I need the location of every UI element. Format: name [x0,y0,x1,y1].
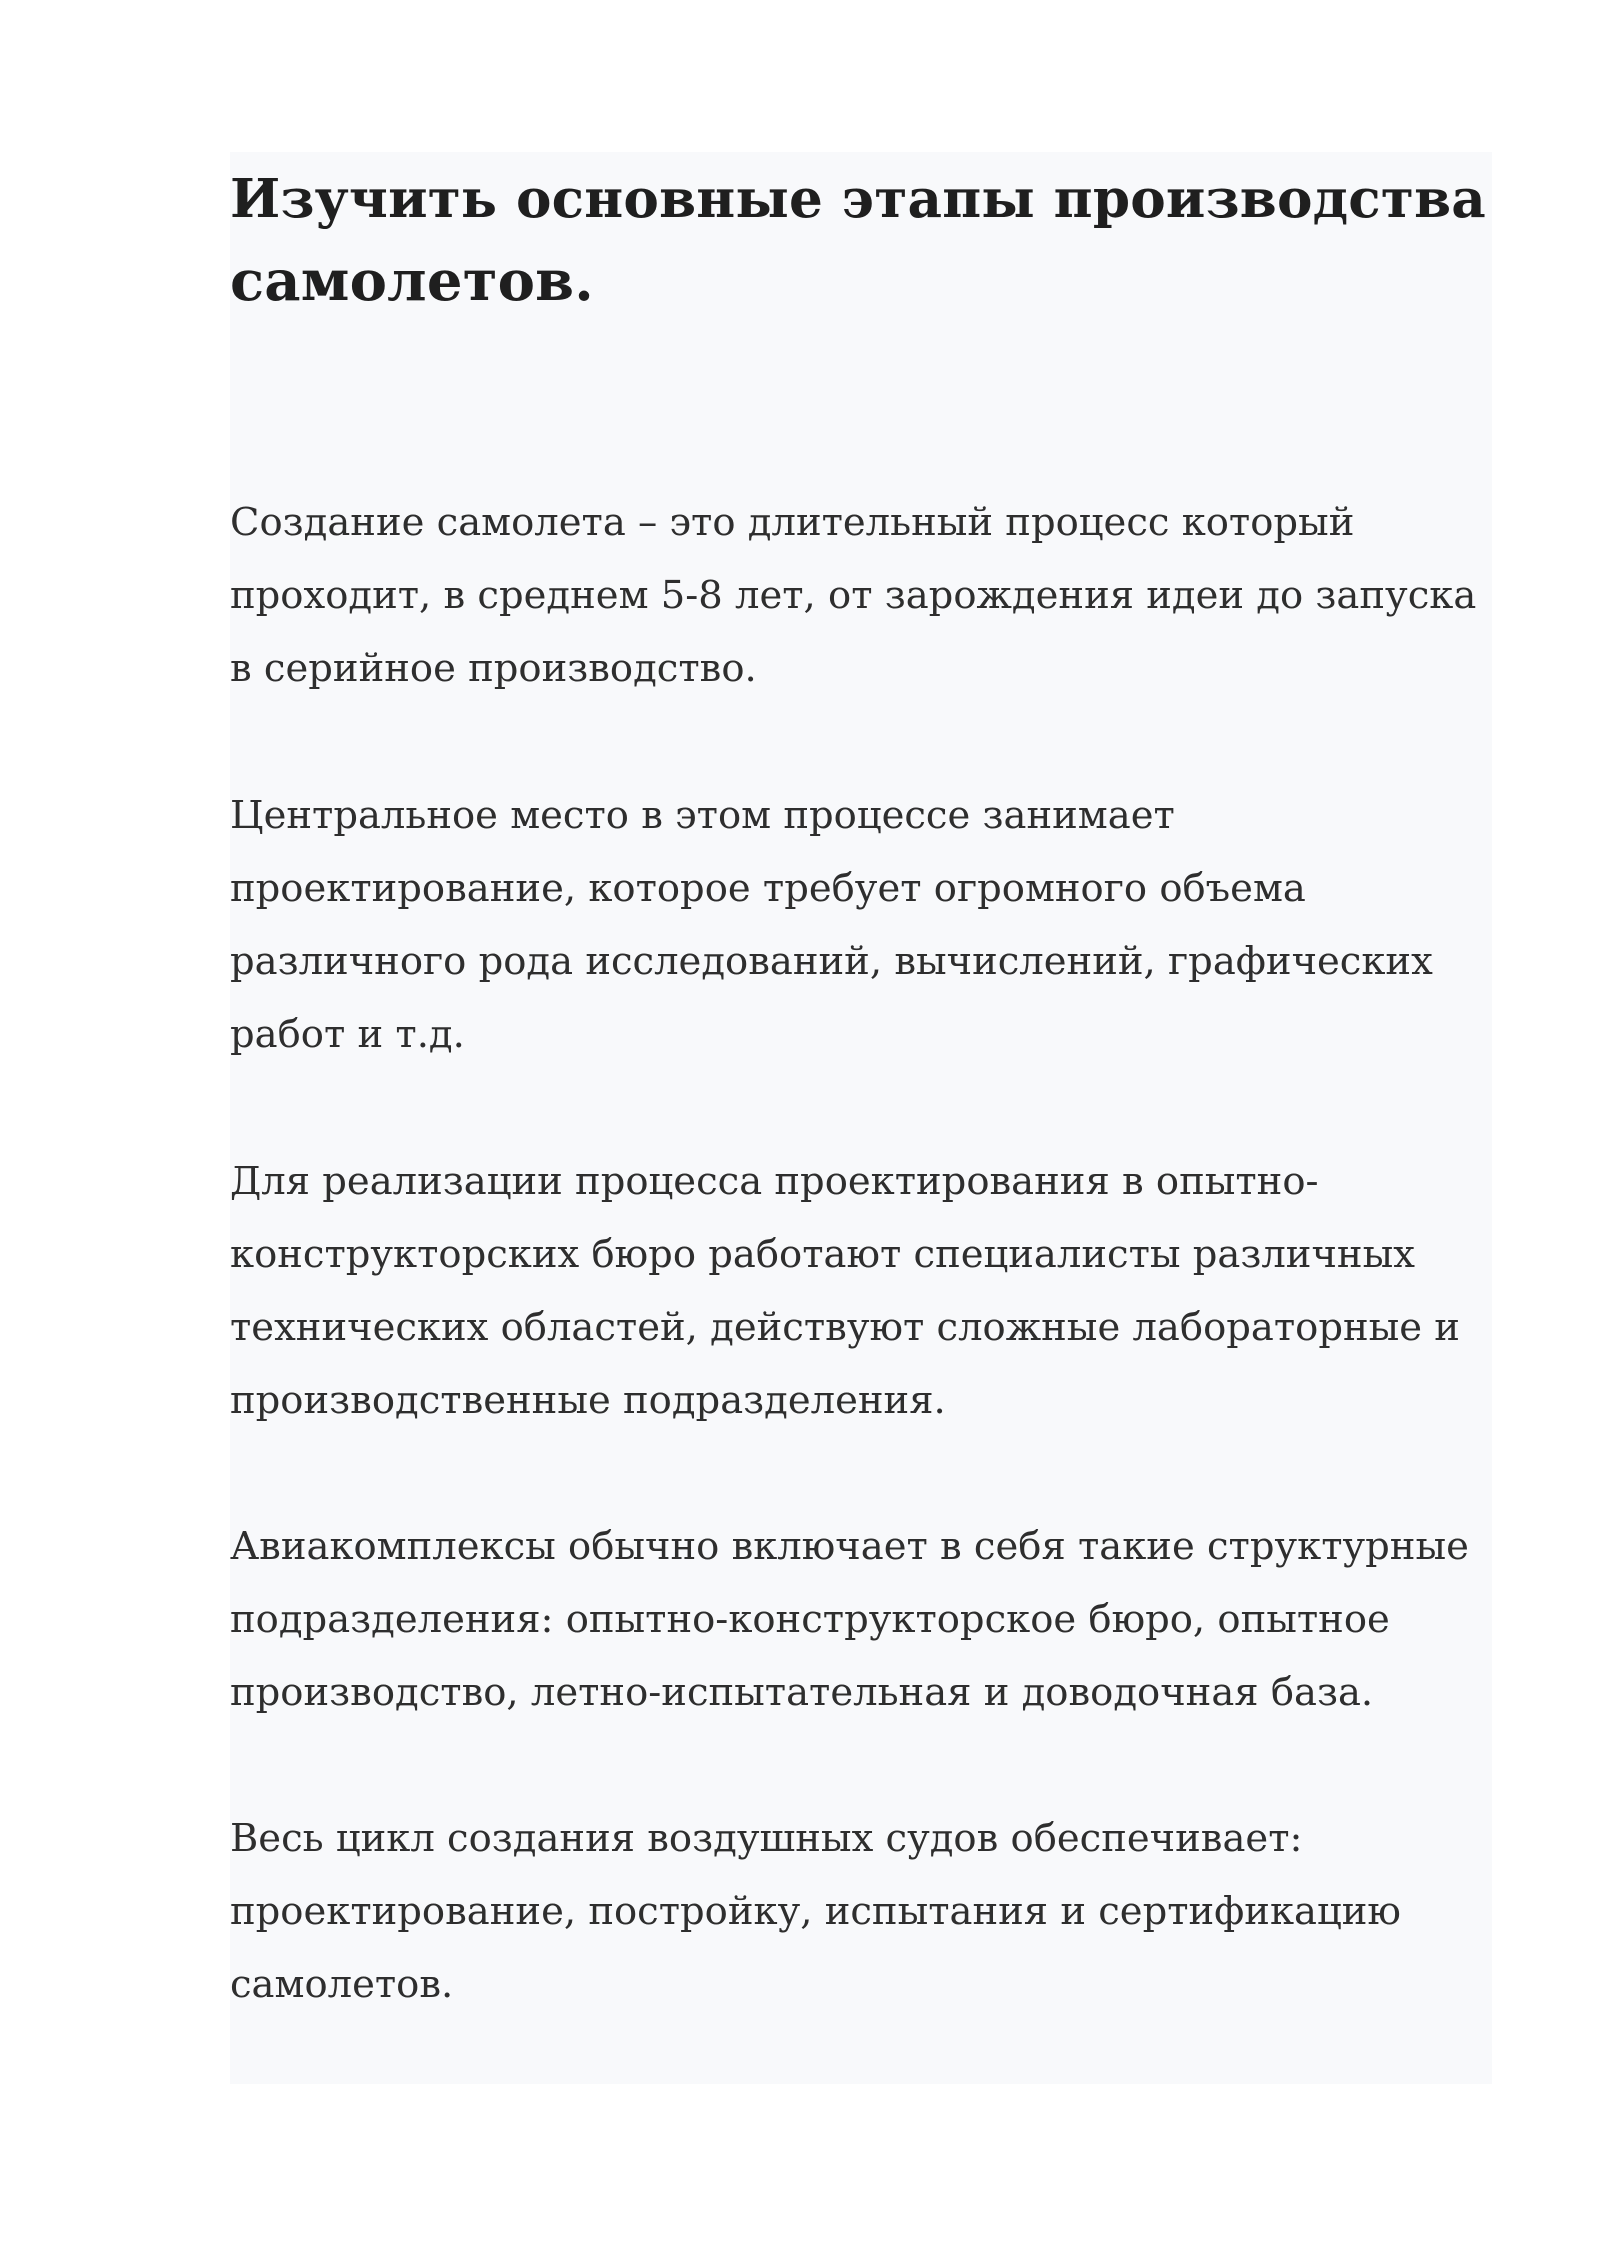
paragraph-design-bureaus [230,1145,1492,1437]
title-line: самолетов. [230,248,594,314]
paragraph-line: различного рода исследований, вычислений, графических [230,939,1433,984]
paragraph-line: проходит, в среднем 5-8 лет, от зарождения идеи до запуска [230,573,1477,618]
paragraph-line: производство, летно-испытательная и доводочная база. [230,1670,1374,1715]
paragraph-creation-duration [230,486,1492,705]
paragraph-line: проектирование, постройку, испытания и сертификацию [230,1889,1401,1934]
paragraph-line: самолетов. [230,1962,454,2007]
page-title [230,158,1492,322]
paragraph-aviation-complex [230,1510,1492,1729]
paragraph-full-cycle [230,1802,1492,2021]
paragraph-line: подразделения: опытно-конструкторское бюро, опытное [230,1597,1390,1642]
paragraph-line: технических областей, действуют сложные лабораторные и [230,1305,1460,1350]
paragraph-line: проектирование, которое требует огромного объема [230,866,1306,911]
paragraph-line: работ и т.д. [230,1012,465,1057]
title-line: Изучить основные этапы производства [230,167,1486,230]
paragraph-line: конструкторских бюро работают специалисты различных [230,1232,1415,1277]
paragraph-line: производственные подразделения. [230,1378,946,1423]
paragraph-line: Весь цикл создания воздушных судов обеспечивает: [230,1816,1303,1861]
paragraph-line: Центральное место в этом процессе занимает [230,793,1175,838]
paragraph-line: Создание самолета – это длительный процесс который [230,500,1355,545]
content-background [230,152,1492,2084]
paragraph-line: в серийное производство. [230,646,757,691]
paragraph-design-central [230,779,1492,1071]
paragraph-line: Для реализации процесса проектирования в опытно- [230,1159,1319,1204]
paragraph-line: Авиакомплексы обычно включает в себя такие структурные [230,1524,1469,1569]
